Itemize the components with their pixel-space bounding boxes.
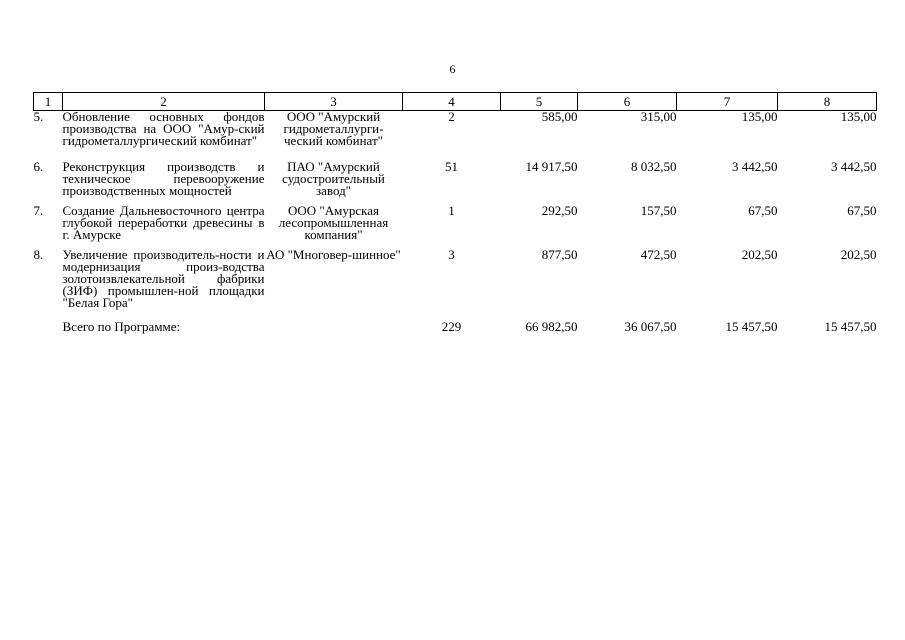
- value-col-6: 8 032,50: [631, 159, 677, 174]
- header-col-5: 5: [501, 93, 578, 111]
- value-col-8: 67,50: [847, 203, 877, 218]
- project-name: Увеличение производитель-ности и модернизация произ-водства золотоизвлекательной фабрики (ЗИФ) промышлен-ной площадки "Белая Гора": [62, 247, 265, 310]
- project-name: Реконструкция производств и техническое перевооружение производственных мощностей: [62, 159, 265, 198]
- header-col-1: 1: [34, 93, 63, 111]
- value-col-4: 3: [448, 247, 455, 262]
- total-col-6: 36 067,50: [624, 319, 677, 334]
- value-col-8: 202,50: [840, 247, 877, 262]
- project-name: Обновление основных фондов производства на ООО "Амур-ский гидрометаллургический комбинат": [62, 109, 265, 148]
- total-col-4: 229: [441, 319, 462, 334]
- header-col-4: 4: [403, 93, 501, 111]
- value-col-7: 202,50: [741, 247, 778, 262]
- row-number: 7.: [33, 203, 44, 218]
- row-number: 8.: [33, 247, 44, 262]
- table-row: [34, 205, 877, 249]
- program-table: [33, 92, 877, 333]
- total-col-8: 15 457,50: [824, 319, 877, 334]
- value-col-4: 2: [448, 109, 455, 124]
- header-col-8: 8: [778, 93, 877, 111]
- row-number: 5.: [33, 109, 44, 124]
- header-col-2: 2: [63, 93, 265, 111]
- value-col-4: 51: [445, 159, 458, 174]
- value-col-8: 135,00: [840, 109, 877, 124]
- value-col-4: 1: [448, 203, 455, 218]
- value-col-5: 14 917,50: [525, 159, 578, 174]
- value-col-7: 3 442,50: [732, 159, 778, 174]
- value-col-7: 67,50: [748, 203, 778, 218]
- header-col-7: 7: [677, 93, 778, 111]
- page-number: 6: [449, 62, 456, 76]
- total-row: [34, 315, 877, 333]
- header-col-3: 3: [265, 93, 403, 111]
- value-col-6: 472,50: [640, 247, 677, 262]
- value-col-7: 135,00: [741, 109, 778, 124]
- header-col-6: 6: [578, 93, 677, 111]
- organization: ООО "Амурский гидрометаллурги-ческий комбинат": [283, 109, 384, 148]
- project-name: Создание Дальневосточного центра глубокой переработки древесины в г. Амурске: [62, 203, 265, 242]
- value-col-6: 315,00: [640, 109, 677, 124]
- value-col-5: 585,00: [541, 109, 578, 124]
- row-number: 6.: [33, 159, 44, 174]
- value-col-5: 877,50: [541, 247, 578, 262]
- value-col-6: 157,50: [640, 203, 677, 218]
- organization: ООО "Амурская лесопромышленная компания": [278, 203, 389, 242]
- table-row: [34, 111, 877, 162]
- total-col-7: 15 457,50: [725, 319, 778, 334]
- table-row: [34, 161, 877, 205]
- table-row: [34, 249, 877, 315]
- value-col-5: 292,50: [541, 203, 578, 218]
- total-label: Всего по Программе:: [62, 319, 181, 334]
- organization: ПАО "Амурский судостроительный завод": [282, 159, 385, 198]
- total-col-5: 66 982,50: [525, 319, 578, 334]
- organization: АО "Многовер-шинное": [266, 247, 401, 262]
- value-col-8: 3 442,50: [831, 159, 877, 174]
- table-header-row: [34, 93, 877, 111]
